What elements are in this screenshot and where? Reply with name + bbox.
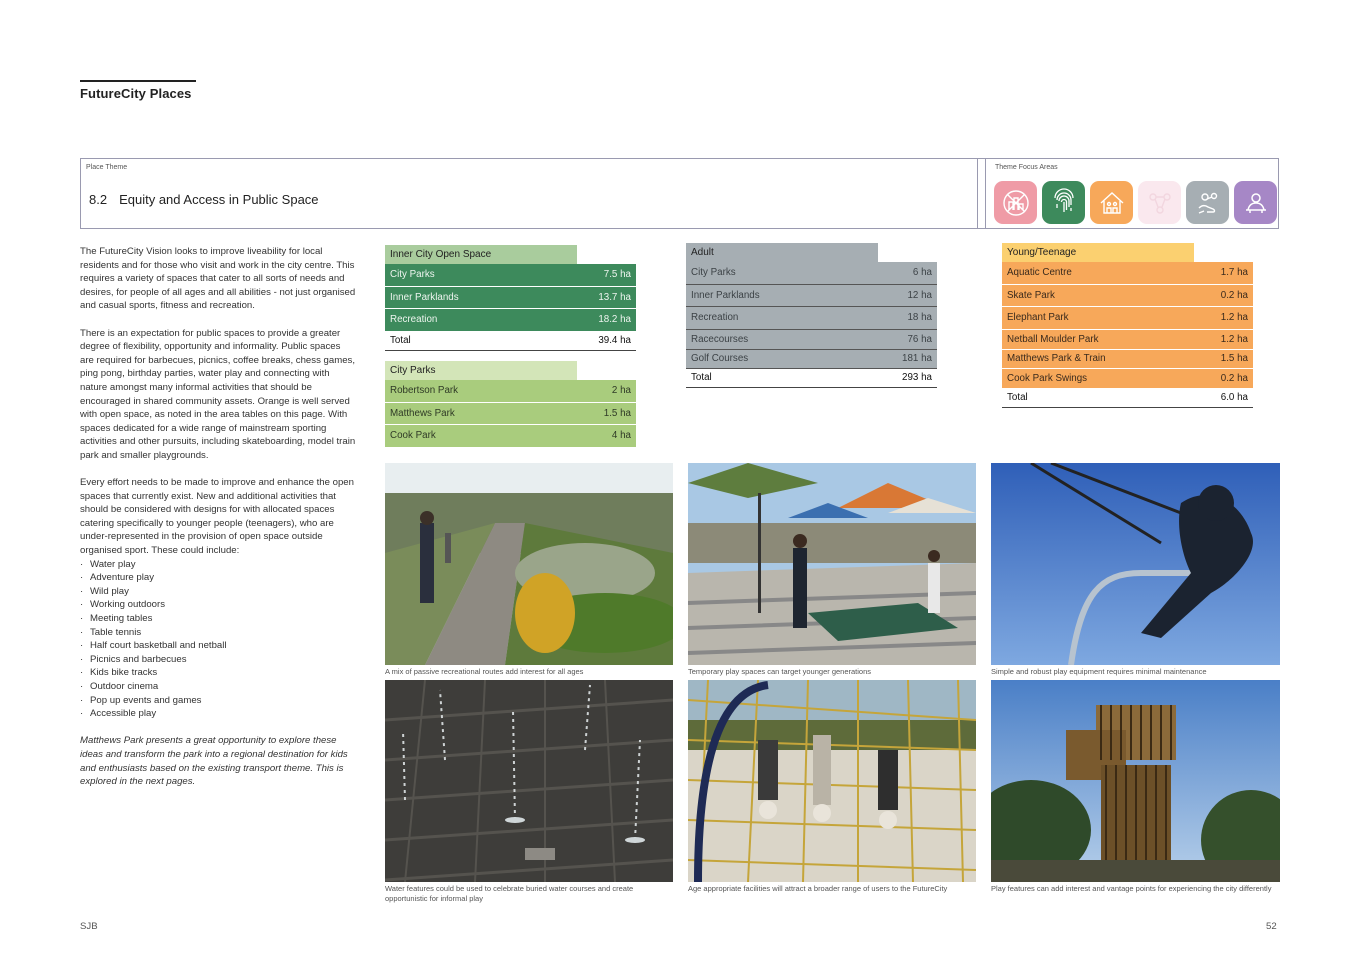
list-item: · Table tennis [80, 626, 356, 640]
table-row: Inner Parklands 12 ha [686, 285, 937, 308]
table-title: City Parks [385, 361, 577, 380]
photo-tower [991, 680, 1280, 882]
young-teenage-table [1002, 243, 1253, 408]
paragraph-matthews-park: Matthews Park presents a great opportunity to explore these ideas and transform the park into a regional destination for kids and enthusiasts based on the existing transport theme. This is explored in the next pages. [80, 735, 348, 788]
fingerprint-icon [1042, 181, 1085, 224]
footer-company: SJB [80, 921, 98, 932]
theme-divider [977, 158, 978, 229]
list-item: · Picnics and barbecues [80, 653, 356, 667]
photo-swing [991, 463, 1280, 665]
table-row: City Parks 6 ha [686, 262, 937, 285]
table-row: Netball Moulder Park 1.2 ha [1002, 330, 1253, 350]
table-title: Inner City Open Space [385, 245, 577, 264]
list-item: · Accessible play [80, 707, 356, 721]
table-row: Golf Courses 181 ha [686, 350, 937, 369]
table-row: Matthews Park 1.5 ha [385, 403, 636, 426]
photo-caption: A mix of passive recreational routes add interest for all ages [385, 667, 584, 676]
list-item: · Kids bike tracks [80, 666, 356, 680]
list-item: · Wild play [80, 585, 356, 599]
inner-city-table [385, 245, 636, 351]
table-total-row: Total 6.0 ha [1002, 389, 1253, 408]
table-row: Cook Park 4 ha [385, 425, 636, 448]
focus-areas-label: Theme Focus Areas [995, 164, 1058, 171]
photo-boardwalk [385, 463, 673, 665]
city-grid-icon [994, 181, 1037, 224]
section-title: FutureCity Places [80, 86, 192, 101]
paragraph-expectation: There is an expectation for public spaces to provide a greater degree of flexibility, opportunity and informality. Public spaces are required for barbecues, picnics, coffee breaks, chess games, ping pong, birthday parties, water play and connecting with nature amongst many informal activities that should be encouraged in shared community assets. Orange is well served with open space, as noted in the area tables on this page. With spaces dedicated for a wide range of mainstream sporting activities and other pursuits, including skateboarding, model train park and smaller playgrounds. [80, 327, 356, 461]
list-item: · Pop up events and games [80, 694, 356, 708]
table-total-row: Total 293 ha [686, 369, 937, 388]
table-title: Young/Teenage [1002, 243, 1194, 262]
photo-caption: Simple and robust play equipment requires minimal maintenance [991, 667, 1207, 676]
list-item: · Working outdoors [80, 598, 356, 612]
photo-caption: Play features can add interest and vantage points for experiencing the city differently [991, 884, 1272, 893]
connections-icon [1138, 181, 1181, 224]
activity-list [80, 558, 356, 721]
body-text [80, 245, 356, 802]
list-item: · Outdoor cinema [80, 680, 356, 694]
photo-climbing-net [688, 680, 976, 882]
table-row: Recreation 18 ha [686, 307, 937, 330]
table-row: Elephant Park 1.2 ha [1002, 307, 1253, 330]
section-rule [80, 80, 196, 82]
family-home-icon [1090, 181, 1133, 224]
photo-caption: Temporary play spaces can target younger generations [688, 667, 872, 676]
hand-ideas-icon [1186, 181, 1229, 224]
table-row: Skate Park 0.2 ha [1002, 285, 1253, 308]
table-row: City Parks 7.5 ha [385, 264, 636, 287]
list-item: · Half court basketball and netball [80, 639, 356, 653]
table-row: Racecourses 76 ha [686, 330, 937, 350]
photo-table-tennis [688, 463, 976, 665]
table-row: Recreation 18.2 ha [385, 309, 636, 332]
theme-title-row [89, 192, 319, 207]
photo-caption: Water features could be used to celebrate buried water courses and create opportunistic for informal play [385, 884, 634, 903]
table-row: Robertson Park 2 ha [385, 380, 636, 403]
place-theme-label: Place Theme [86, 164, 128, 171]
table-row: Aquatic Centre 1.7 ha [1002, 262, 1253, 285]
theme-title: Equity and Access in Public Space [119, 192, 319, 207]
table-total-row: Total 39.4 ha [385, 332, 636, 351]
theme-number: 8.2 [89, 192, 108, 207]
photo-caption: Age appropriate facilities will attract a broader range of users to the FutureCity [688, 884, 948, 893]
city-parks-table [385, 361, 636, 448]
table-row: Matthews Park & Train 1.5 ha [1002, 350, 1253, 369]
list-item: · Adventure play [80, 571, 356, 585]
table-title: Adult [686, 243, 878, 262]
list-item: · Water play [80, 558, 356, 572]
paragraph-intro: The FutureCity Vision looks to improve liveability for local residents and for those who visit and work in the city centre. This requires a variety of spaces that cater to all sorts of needs and desires, for people of all ages and all abilities - not just organised and casual sports, fitness and recreation. [80, 246, 356, 312]
paragraph-improve: Every effort needs to be made to improve and enhance the open spaces that currently exist. New and additional activities that should be considered with designs for with allocated spaces catering specifically to younger people (teenagers), who are under-represented in the provision of open space outside organised sport. These could include: [80, 477, 354, 557]
table-row: Inner Parklands 13.7 ha [385, 287, 636, 310]
list-item: · Meeting tables [80, 612, 356, 626]
photo-water-feature [385, 680, 673, 882]
page-number: 52 [1266, 921, 1277, 932]
person-meeting-icon [1234, 181, 1277, 224]
table-row: Cook Park Swings 0.2 ha [1002, 369, 1253, 389]
adult-table [686, 243, 937, 388]
theme-divider-2 [985, 158, 986, 229]
